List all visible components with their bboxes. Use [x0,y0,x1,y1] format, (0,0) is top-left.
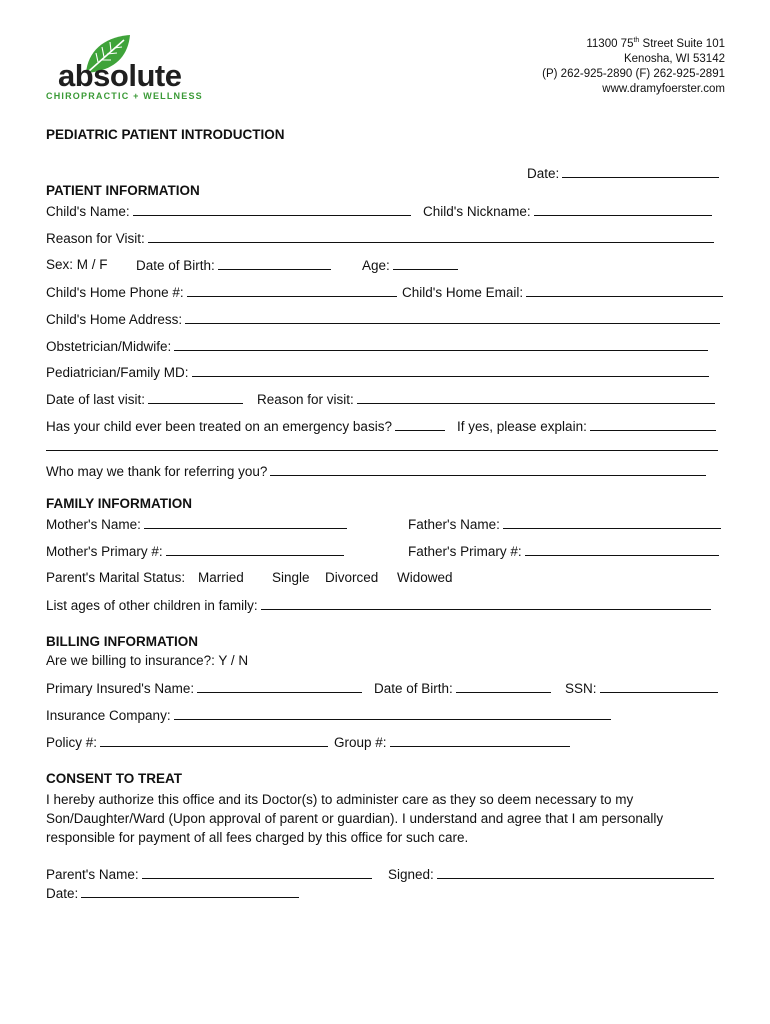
phone-fax: (P) 262-925-2890 (F) 262-925-2891 [542,67,725,80]
insurance-company-field[interactable] [174,707,611,720]
home-email-row: Child's Home Email: [402,284,723,301]
obstetrician-field[interactable] [174,338,708,351]
pediatrician-field[interactable] [192,364,709,377]
fathers-name-field[interactable] [503,516,721,529]
address-block [542,33,725,97]
home-address-row: Child's Home Address: [46,311,720,328]
mothers-primary-row: Mother's Primary #: [46,543,344,560]
if-yes-row: If yes, please explain: [457,418,716,435]
insured-dob-row: Date of Birth: [374,680,551,697]
emergency-row: Has your child ever been treated on an emergency basis? [46,418,445,435]
policy-field[interactable] [100,734,328,747]
primary-insured-row: Primary Insured's Name: [46,680,362,697]
logo-wordmark: absolute [58,58,182,93]
ssn-row: SSN: [565,680,718,697]
childs-nickname-row: Child's Nickname: [423,203,712,220]
home-address-field[interactable] [185,311,720,324]
consent-heading: CONSENT TO TREAT [46,771,183,786]
insured-dob-field[interactable] [456,680,551,693]
ssn-field[interactable] [600,680,718,693]
marital-option-widowed[interactable]: Widowed [397,570,453,585]
marital-option-married[interactable]: Married [198,570,244,585]
date-row: Date: [527,165,719,182]
mothers-primary-field[interactable] [166,543,344,556]
fathers-name-row: Father's Name: [408,516,721,533]
logo-tagline: CHIROPRACTIC + WELLNESS [46,91,203,101]
home-email-field[interactable] [526,284,723,297]
last-visit-field[interactable] [148,391,243,404]
parents-name-row: Parent's Name: [46,866,372,883]
marital-option-single[interactable]: Single [272,570,310,585]
age-row: Age: [362,257,458,274]
signature-field[interactable] [437,866,714,879]
if-yes-field[interactable] [590,418,716,431]
childs-nickname-field[interactable] [534,203,712,216]
patient-info-heading: PATIENT INFORMATION [46,183,200,198]
website: www.dramyfoerster.com [602,82,725,95]
sex-field[interactable]: Sex: M / F [46,257,108,272]
primary-insured-field[interactable] [197,680,362,693]
fathers-primary-row: Father's Primary #: [408,543,719,560]
referral-row: Who may we thank for referring you? [46,463,706,480]
fathers-primary-field[interactable] [525,543,719,556]
address-line-2: Kenosha, WI 53142 [623,52,725,65]
dob-row: Date of Birth: [136,257,331,274]
consent-date-row: Date: [46,885,299,902]
policy-row: Policy #: [46,734,328,751]
billing-info-heading: BILLING INFORMATION [46,634,198,649]
dob-field[interactable] [218,257,331,270]
signed-row: Signed: [388,866,714,883]
childs-name-field[interactable] [133,203,411,216]
sex-row [46,257,108,273]
mothers-name-row: Mother's Name: [46,516,347,533]
insurance-company-row: Insurance Company: [46,707,611,724]
other-children-row: List ages of other children in family: [46,597,711,614]
insurance-question[interactable]: Are we billing to insurance?: Y / N [46,653,249,668]
consent-date-field[interactable] [81,885,299,898]
obstetrician-row: Obstetrician/Midwife: [46,338,708,355]
parents-name-field[interactable] [142,866,372,879]
family-info-heading: FAMILY INFORMATION [46,496,193,511]
referral-field[interactable] [270,463,706,476]
home-phone-field[interactable] [187,284,397,297]
address-line-1: 11300 75th Street Suite 101 [586,37,725,50]
childs-name-row: Child's Name: [46,203,411,220]
marital-option-divorced[interactable]: Divorced [325,570,379,585]
explain-continuation-line[interactable] [46,450,718,451]
date-field[interactable] [562,165,719,178]
pediatrician-row: Pediatrician/Family MD: [46,364,709,381]
other-children-field[interactable] [261,597,711,610]
consent-text: I hereby authorize this office and its Doctor(s) to administer care as they so deem necessary to my Son/Daughter/Ward (Upon approval of parent or guardian). I understand and agree that I am personally responsible for payment of all fees charged by this office for such care. [46,792,664,845]
reason-visit2-field[interactable] [357,391,715,404]
home-phone-row: Child's Home Phone #: [46,284,397,301]
reason-for-visit-field[interactable] [148,230,714,243]
reason-for-visit-row: Reason for Visit: [46,230,714,247]
mothers-name-field[interactable] [144,516,347,529]
age-field[interactable] [393,257,458,270]
group-field[interactable] [390,734,570,747]
last-visit-row: Date of last visit: [46,391,243,408]
emergency-field[interactable] [395,418,445,431]
group-row: Group #: [334,734,570,751]
form-title: PEDIATRIC PATIENT INTRODUCTION [46,127,285,142]
reason-visit2-row: Reason for visit: [257,391,715,408]
marital-label: Parent's Marital Status: [46,570,186,585]
